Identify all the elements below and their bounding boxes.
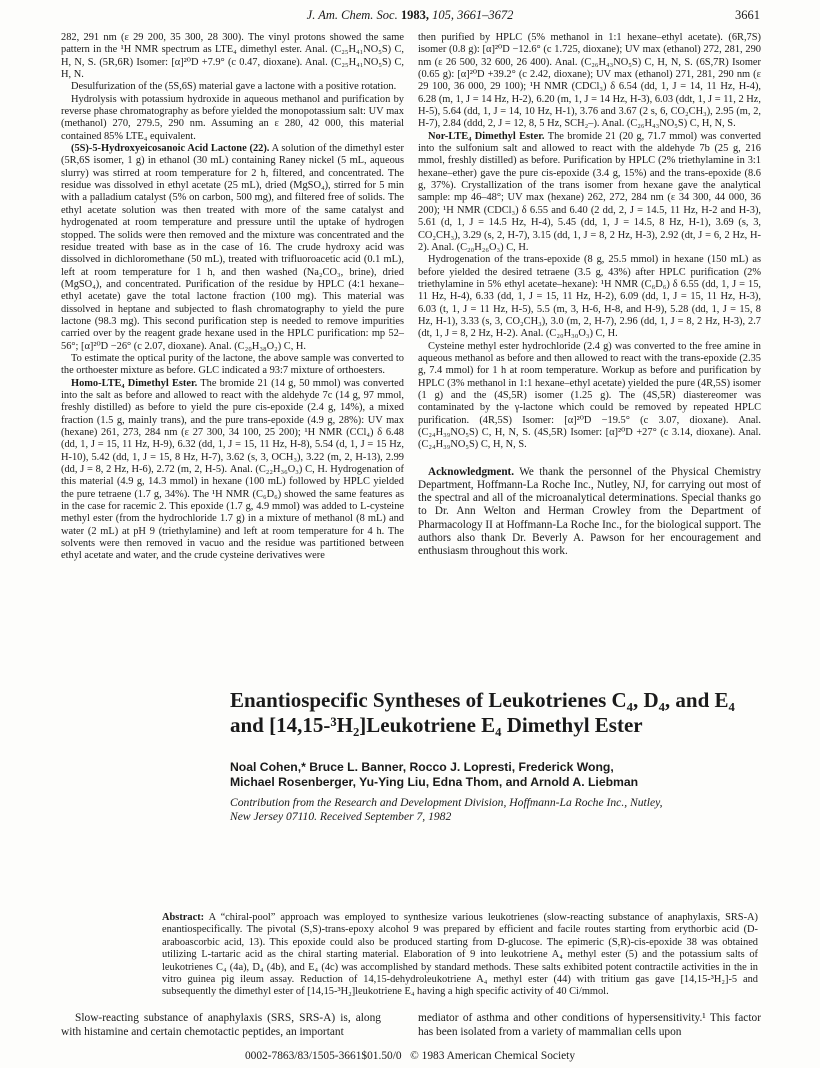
section-heading: Nor-LTE₄ Dimethyl Ester. [428,130,545,142]
copyright: © 1983 American Chemical Society [410,1050,576,1062]
authors-line-2: Michael Rosenberger, Yu-Ying Liu, Edna Thom, and Arnold A. Liebman [230,774,639,789]
right-column-paragraph [418,341,761,452]
left-column-paragraph [61,353,404,378]
acknowledgment-text: We thank the personnel of the Physical Chemistry Department, Hoffmann-La Roche Inc., Nutley, NJ, for carrying out most of the spectral and all of the microanalytical determinations. Special thanks go to Dr. Ann Welton and Herman Crowley from the Department of Pharmacology II at Hoffmann-La Roche Inc., for the biological support. The authors also thank Dr. Beverly A. Pawson for her encouragement and enthusiasm throughout this work. [418,465,761,557]
acknowledgment-heading: Acknowledgment. [428,465,515,478]
paragraph-text: The bromide 21 (14 g, 50 mmol) was converted into the salt as before and allowed to react with the aldehyde 7c (14 g, 97 mmol, freshly distilled) as before to yield the pure cis-epoxide (2.4 g, 14%), a mixed fraction (1.5 g, mainly trans), and the pure trans-epoxide (4.9 g, 28%): UV max (hexane) 261, 273, 284 nm (ε 27 300, 34 100, 25 200); ¹H NMR (CCl₄) δ 6.48 (dd, 1, J = 15, 11 Hz, H-9), 6.32 (dd, 1, J = 15, 11 Hz, H-8), 5.54 (d, 1, J = 15 Hz, H-10), 5.42 (dd, 1, J = 15, 8 Hz, H-7), 3.62 (s, 3, OCH₃), 3.22 (m, 2, H-13), 2.99 (dd, J = 8, 2 Hz, H-6), 2.72 (m, 2, H-5). Anal. (C₂₂H₃₆O₃) C, H. Hydrogenation of this material (4.9 g, 14.3 mmol) in hexane (100 mL) followed by HPLC yielded the pure tetraene (1.7 g, 34%). The ¹H NMR (C₆D₆) showed the same features as in the case for racemic 2. This epoxide (1.7 g, 4.9 mmol) was added to L-cysteine methyl ester (from the hydrochloride 1.7 g) in a mixture of methanol (8 mL) and water (2 mL) at pH 9 (triethylamine) and left at room temperature for 4 h. The solvents were then removed in vacuo and the residue was partitioned between ethyl acetate and water, and the crude cysteine derivatives were [61,377,404,562]
abstract [162,912,758,999]
authors [230,760,790,789]
right-column-paragraph [418,254,761,340]
paragraph-text: Hydrogenation of the trans-epoxide (8 g, 25.5 mmol) in hexane (150 mL) as before yielded the desired tetraene (3.5 g, 43%) after HPLC purification (2% triethylamine in 5% ethyl acetate–hexane): ¹H NMR (C₆D₆) δ 6.55 (dd, 1, J = 15, 11 Hz, H-4), 6.33 (dd, 1, J = 15, 11 Hz, H-2), 6.09 (dd, 1, J = 15, 11 Hz, H-3), 6.03 (t, 1, J = 11 Hz, H-5), 5.5 (m, 3, H-6, H-8, and H-9), 5.28 (dd, 1, J = 15, 8 Hz, H-1), 3.33 (s, 3, CO₂CH₃), 3.0 (m, 2, H-7), 2.96 (dd, 1, J = 8, 2 Hz, H-3), 2.7 (dt, 1, J = 8, 2 Hz, H-2). Anal. (C₂₀H₃₀O₃) C, H. [418,254,761,340]
journal-citation [60,8,760,23]
page-number: 3661 [735,8,760,22]
paragraph-text: then purified by HPLC (5% methanol in 1:1 hexane–ethyl acetate). (6R,7S) isomer (0.8 g): [α]²⁰D −12.6° (c 1.725, dioxane); UV max (ethanol) 272, 281, 290 nm (ε 26 500, 32 600, 26 400). Anal. (C₂₆H₄₃NO₅S) C, H, N, S. (6S,7R) Isomer (0.65 g): [α]²⁰D +39.2° (c 2.42, dioxane); UV max (ethanol) 271, 281, 290 nm (ε 29 100, 36 000, 29 100); ¹H NMR (CDCl₃) δ 6.54 (dd, 1, J = 14, 11 Hz, H-4), 6.28 (m, 1, J = 14 Hz, H-2), 6.20 (m, 1, J = 14 Hz, H-3), 6.03 (ddt, 1, J = 11, 2 Hz, H-5), 5.64 (dd, 1, J = 14, 10 Hz, H-1), 3.76 and 3.67 (2 s, 6, CO₂CH₃), 2.95 (m, 2, H-7), 2.84 (ddd, 2, J = 12, 8, 5 Hz, SCH₂–). Anal. (C₂₆H₄₃NO₅S) C, H, N, S. [418,32,761,130]
abstract-text: A “chiral-pool” approach was employed to synthesize various leukotrienes (slow-reacting substance of anaphylaxis, SRS-A) enantiospecifically. The pivotal (S,S)-trans-epoxy alcohol 9 was prepared by efficient and facile routes starting from erythorbic acid (D-araboascorbic acid, 13). This epoxide could also be produced starting from D-glucose. The epimeric (S,R)-cis-epoxide 38 was obtained utilizing L-tartaric acid as the chiral starting material. Elaboration of 9 into leukotriene A₄ methyl ester (5) and the potassium salts of leukotrienes C₄ (4a), D₄ (4b), and E₄ (4c) was accomplished by standard methods. These salts exhibited potent contractile activities in the in vitro guinea pig ileum assay. Reduction of 14,15-dehydroleukotriene A₄ methyl ester (44) with tritium gas gave [14,15-³H₂]-5 and subsequently the dimethyl ester of [14,15-³H₂]leukotriene E₄ having a high specific activity of 40 Ci/mmol. [162,912,758,998]
right-column [418,32,761,558]
left-column [61,32,404,563]
page-footer [0,1050,820,1062]
right-column-paragraph [418,32,761,131]
title-line-2: and [14,15-³H₂]Leukotriene E₄ Dimethyl Ester [230,713,643,737]
article-code: 0002-7863/83/1505-3661$01.50/0 [244,1050,402,1062]
journal-pages: 3661–3672 [457,8,514,22]
running-header [60,8,760,26]
journal-volume: 105, [432,8,454,22]
intro-left-text: Slow-reacting substance of anaphylaxis (SRS, SRS-A) is, along with histamine and certain chemotactic peptides, an important [61,1012,381,1038]
paragraph-text: A solution of the dimethyl ester (5R,6S isomer, 1 g) in ethanol (30 mL) containing Raney nickel (5 mL, aqueous slurry) was stirred at room temperature for 2 h, filtered, and concentrated. The residue was dissolved in ethyl acetate (25 mL), dried (MgSO₄), stirred for 5 min with a palladium catalyst (5% on carbon, 500 mg), and filtered free of solids. The ethyl acetate solution was then treated with more of the same catalyst and hydrogenated at room temperature and pressure until the uptake of hydrogen stopped. The solids were then removed and the mixture was concentrated and the residue treated with base as in the case of 16. The crude hydroxy acid was dissolved in dichloromethane (50 mL), treated with trifluoroacetic acid (0.1 mL), left at room temperature for 1 h, and then washed (Na₂CO₃, brine), dried (MgSO₄), and concentrated. Purification of the residue by HPLC (4:1 hexane–ethyl acetate) gave the total lactone fraction (100 mg). This material was dissolved in heptane and subjected to flash chromatography to yield the pure lactone (98.3 mg). This second purification step is needed to remove impurities carried over by the reagent grade hexane used in the HPLC purification: mp 52–56°; [α]²⁰D −26° (c 2.07, dioxane). Anal. (C₂₀H₃₈O₂) C, H. [61,143,404,352]
paragraph-text: Hydrolysis with potassium hydroxide in aqueous methanol and purification by reverse phase chromatography as before yielded the monopotassium salt: UV max (methanol) 270, 279.5, 290 nm. Assuming an ε 280, 42 000, this material contained 85% LTE₄ equivalent. [61,93,404,142]
journal-year: 1983, [400,8,429,22]
left-column-paragraph [61,378,404,563]
paragraph-text: The bromide 21 (20 g, 71.7 mmol) was converted into the sulfonium salt and allowed to react with the aldehyde 7b (25 g, 216 mmol, freshly distilled) as before. Purification by HPLC (2% triethylamine in 3:1 hexane–ether) gave the pure cis-epoxide (3.4 g, 15%) and the trans-epoxide (8.6 g, 37%). Crystallization of the trans isomer from hexane gave the analytical sample: mp 46–48°; UV max (hexane) 262, 272, 284 nm (ε 34 300, 44 000, 36 200); ¹H NMR (CDCl₃) δ 6.55 and 6.40 (2 dd, 2, J = 14.5, 11 Hz, H-2 and H-3), 5.61 (d, 1, J = 14.5 Hz, H-4), 5.45 (dd, 1, J = 14.5, 8 Hz, H-1), 3.69 (s, 3, CO₂CH₃), 3.29 (s, 2, H-7), 3.15 (dd, 1, J = 8, 2 Hz, H-3), 2.92 (dt, J = 6, 2 Hz, H-2). Anal. (C₂₀H₂₆O₃) C, H. [418,130,761,253]
left-column-paragraph [61,94,404,143]
section-heading: Homo-LTE₄ Dimethyl Ester. [71,377,198,389]
journal-name: J. Am. Chem. Soc. [306,8,398,22]
title-line-1: Enantiospecific Syntheses of Leukotrienes C₄, D₄, and E₄ [230,688,735,712]
intro-right-text: mediator of asthma and other conditions of hypersensitivity.¹ This factor has been isolated from a variety of mammalian cells upon [418,1012,761,1038]
right-column-paragraph [418,131,761,254]
abstract-label: Abstract: [162,912,205,923]
affiliation-line-2: New Jersey 07110. Received September 7, 1982 [230,809,452,823]
paragraph-text: Cysteine methyl ester hydrochloride (2.4 g) was converted to the free amine in aqueous methanol as before and then allowed to react with the trans-epoxide (2.35 g, 7.4 mmol) for 1 h at room temperature. Workup as before and purification by HPLC (3% methanol in 1:1 hexane–ethyl acetate) yielded the pure (4R,5S) isomer (1 g) and the (4S,5R) isomer (1.25 g). The (4S,5R) diastereomer was contaminated by the γ-lactone which could be removed by repeated HPLC purification. (4R,5S) Isomer: [α]²⁰D −19.5° (c 3.07, dioxane). Anal. (C₂₄H₃₉NO₅S) C, H, N, S. (4S,5R) Isomer: [α]²⁰D +27° (c 3.14, dioxane). Anal. (C₂₄H₃₉NO₅S) C, H, N, S. [418,340,761,451]
affiliation-line-1: Contribution from the Research and Development Division, Hoffmann-La Roche Inc., Nutley, [230,796,663,810]
section-heading: (5S)-5-Hydroxyeicosanoic Acid Lactone (22). [71,143,270,155]
article-header [230,688,790,823]
article-title [230,688,790,738]
intro-right [418,1012,761,1040]
left-column-paragraph [61,81,404,93]
acknowledgment [418,466,761,558]
right-column-body [418,32,761,452]
authors-line-1: Noal Cohen,* Bruce L. Banner, Rocco J. Lopresti, Frederick Wong, [230,760,614,774]
paragraph-text: 282, 291 nm (ε 29 200, 35 300, 28 300). The vinyl protons showed the same pattern in the ¹H NMR spectrum as LTE₄ dimethyl ester. Anal. (C₂₅H₄₁NO₅S) C, H, N, S. (5R,6R) Isomer: [α]²⁰D +7.9° (c 0.47, dioxane). Anal. (C₂₅H₄₁NO₅S) C, H, N. [61,32,404,81]
left-column-paragraph [61,143,404,353]
paragraph-text: To estimate the optical purity of the lactone, the above sample was converted to the orthoester mixture as before. GLC indicated a 93:7 mixture of orthoesters. [61,352,404,377]
left-column-paragraph [61,32,404,81]
paragraph-text: Desulfurization of the (5S,6S) material gave a lactone with a positive rotation. [71,81,397,93]
intro-left [61,1012,381,1040]
affiliation [230,796,790,823]
